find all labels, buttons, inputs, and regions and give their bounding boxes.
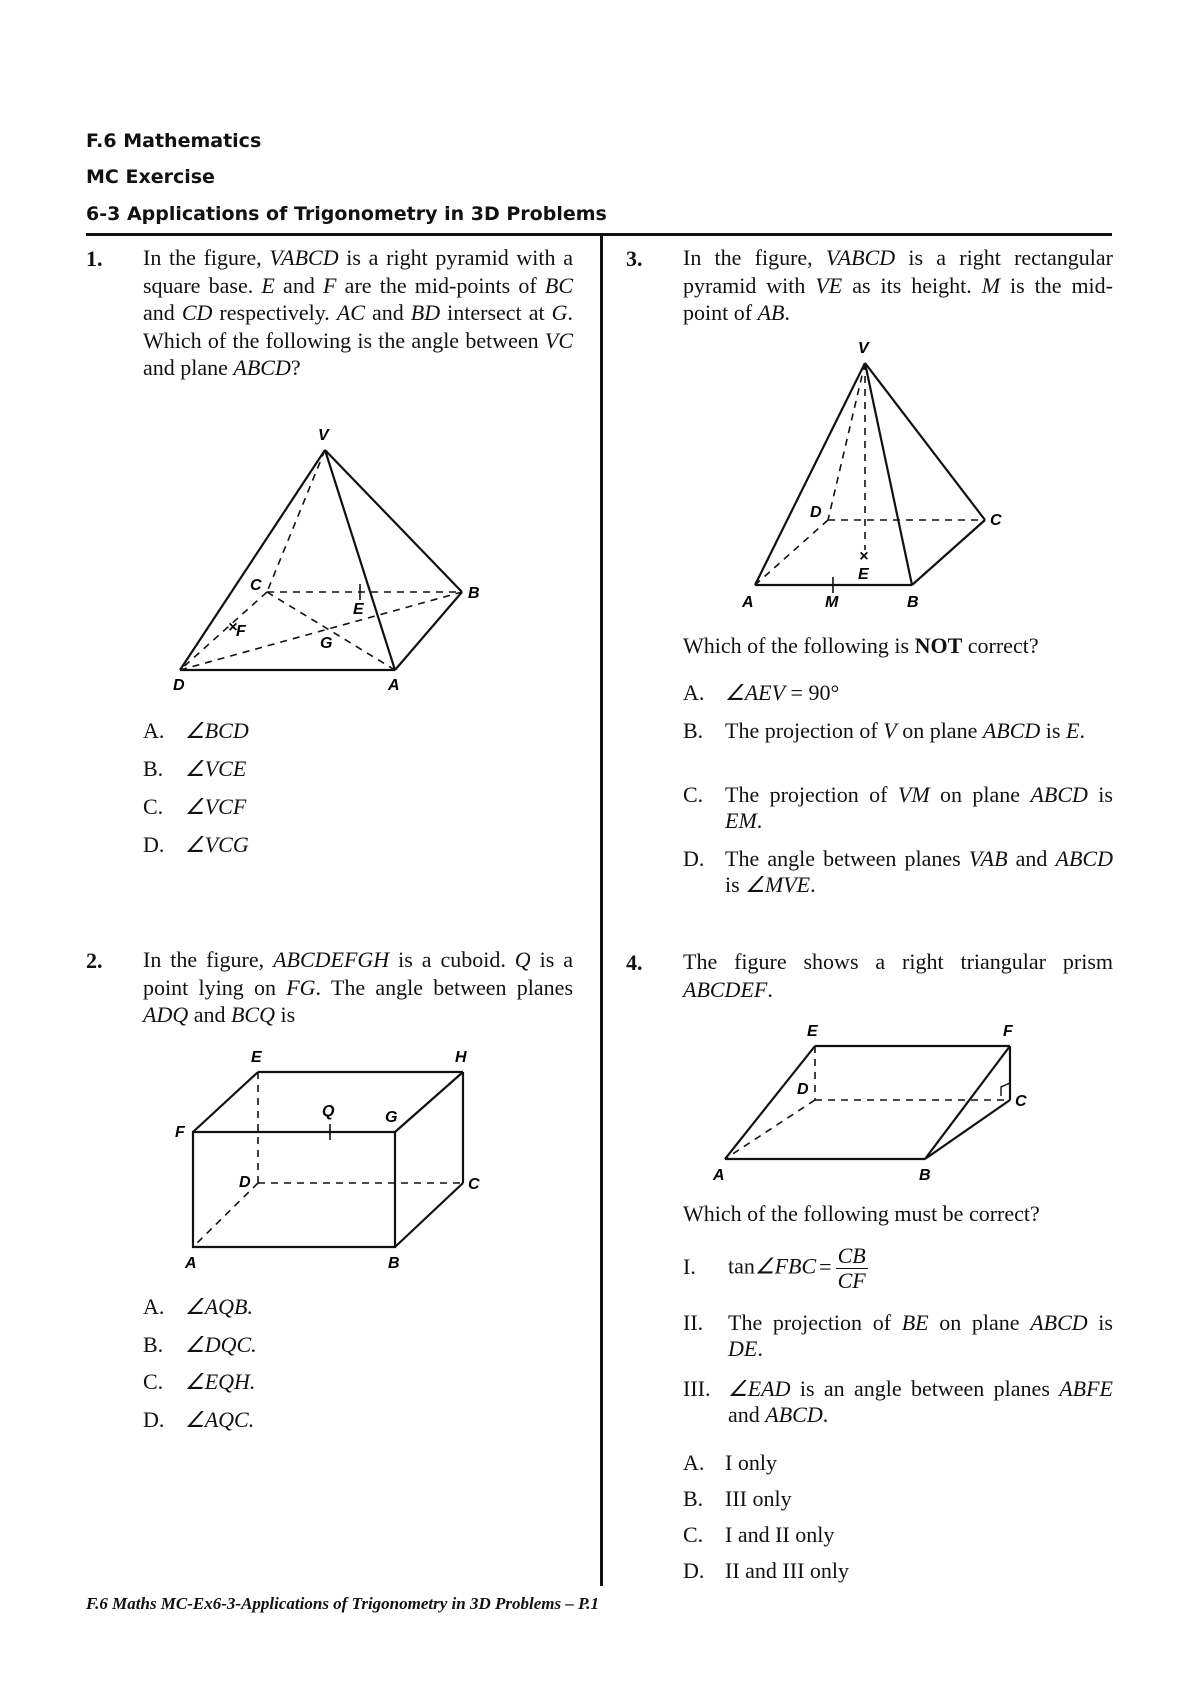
question-2-figure (175, 1040, 505, 1280)
label-q: Q (322, 1103, 335, 1120)
q1-option-c[interactable]: C. ∠VCF (143, 794, 247, 819)
label-b: B (468, 585, 480, 602)
fraction: $\frac{CB}{CF}$ (837, 1243, 866, 1293)
label-d: D (810, 504, 822, 521)
q4-statement-ii: II. The projection of BE on plane ABCD is DE. (683, 1310, 1113, 1361)
label-f: F (175, 1124, 185, 1141)
q3-option-d[interactable]: D. The angle between planes VAB and ABCD is ∠MVE. (683, 846, 1113, 897)
label-e: E (353, 601, 364, 618)
question-number: 3. (626, 246, 643, 271)
exercise-title: MC Exercise (86, 166, 215, 188)
question-4-figure (705, 1012, 1035, 1182)
question-4-text: The figure shows a right triangular prism ABCDEF. (683, 949, 1113, 1002)
q4-option-a[interactable]: A. I only (683, 1450, 777, 1475)
label-b: B (907, 594, 919, 611)
q4-option-d[interactable]: D. II and III only (683, 1558, 850, 1583)
q4-prompt: Which of the following must be correct? (683, 1201, 1040, 1226)
label-v: V (858, 340, 869, 357)
question-number: 4. (626, 950, 643, 975)
question-number: 2. (86, 948, 103, 973)
label-b: B (388, 1255, 400, 1272)
label-c: C (990, 512, 1002, 529)
q2-option-c[interactable]: C. ∠EQH. (143, 1369, 256, 1394)
label-a: A (713, 1167, 725, 1182)
q2-option-a[interactable]: A. ∠AQB. (143, 1294, 253, 1319)
label-f: F (1003, 1023, 1013, 1040)
q3-option-b[interactable]: B. The projection of V on plane ABCD is E. (683, 718, 1085, 743)
label-d: D (797, 1081, 809, 1098)
label-g: G (385, 1109, 398, 1126)
label-d: D (239, 1174, 251, 1191)
header-divider (86, 233, 1112, 236)
label-a: A (388, 677, 400, 690)
label-c: C (468, 1176, 480, 1193)
label-g: G (320, 635, 333, 652)
label-e: E (807, 1023, 818, 1040)
label-a: A (742, 594, 754, 611)
course-title: F.6 Mathematics (86, 130, 262, 152)
q3-prompt: Which of the following is NOT correct? (683, 633, 1039, 658)
mark-x: × (228, 619, 238, 636)
q4-statement-i: I. tan∠FBC = $\frac{CB}{CF}$ (683, 1243, 866, 1293)
label-c: C (1015, 1093, 1027, 1110)
column-divider (600, 236, 603, 1586)
label-a: A (185, 1255, 197, 1272)
q3-option-a[interactable]: A. ∠AEV = 90° (683, 680, 840, 705)
mark-x: × (859, 548, 869, 565)
label-d: D (173, 677, 185, 690)
q2-option-b[interactable]: B. ∠DQC. (143, 1332, 257, 1357)
question-2-text: In the figure, ABCDEFGH is a cuboid. Q is a point lying on FG. The angle between planes ADQ and BCQ is (143, 947, 574, 1027)
label-c: C (250, 577, 262, 594)
label-m: M (825, 594, 839, 611)
label-b: B (919, 1167, 931, 1182)
q4-option-c[interactable]: C. I and II only (683, 1522, 835, 1547)
q4-statement-iii: III. ∠EAD is an angle between planes ABFE and ABCD. (683, 1376, 1113, 1427)
question-number: 1. (86, 246, 103, 271)
label-h: H (455, 1049, 467, 1066)
q1-option-b[interactable]: B. ∠VCE (143, 756, 247, 781)
q2-option-d[interactable]: D. ∠AQC. (143, 1407, 255, 1432)
question-1-text: In the figure, VABCD is a right pyramid with a square base. E and F are the mid-points of BC and CD respectively. AC and BD intersect at G. Which of the following is the angle between VC and plane ABCD? (143, 245, 574, 380)
page-footer: F.6 Maths MC-Ex6-3-Applications of Trigonometry in 3D Problems – P.1 (86, 1594, 600, 1613)
q3-option-c[interactable]: C. The projection of VM on plane ABCD is EM. (683, 782, 1113, 833)
label-v: V (318, 427, 329, 444)
label-e: E (858, 566, 869, 583)
q1-option-d[interactable]: D. ∠VCG (143, 832, 249, 857)
q1-option-a[interactable]: A. ∠BCD (143, 718, 249, 743)
topic-title: 6-3 Applications of Trigonometry in 3D Problems (86, 203, 607, 225)
question-1-figure (170, 420, 510, 690)
label-f: F (236, 623, 246, 640)
question-3-text: In the figure, VABCD is a right rectangular pyramid with VE as its height. M is the mid-point of AB. (683, 245, 1113, 325)
q4-option-b[interactable]: B. III only (683, 1486, 792, 1511)
label-e: E (251, 1049, 262, 1066)
question-3-figure (730, 335, 1010, 615)
